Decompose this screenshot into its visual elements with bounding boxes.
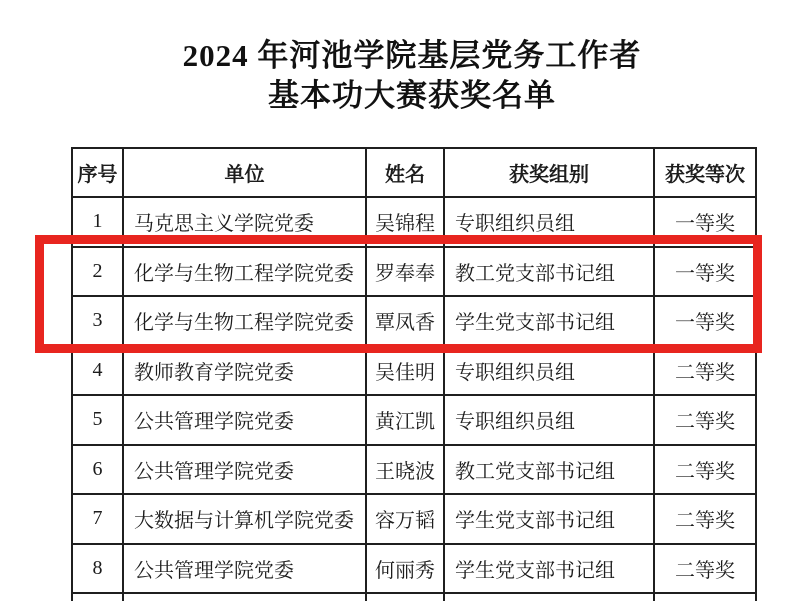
cell-no: 8 xyxy=(72,544,123,594)
cell-no xyxy=(72,593,123,601)
cell-award: 二等奖 xyxy=(654,445,756,495)
header-award: 获奖等次 xyxy=(654,148,756,197)
cell-group: 教工党支部书记组 xyxy=(444,445,654,495)
cell-award xyxy=(654,593,756,601)
cell-award: 二等奖 xyxy=(654,494,756,544)
cell-name: 覃凤香 xyxy=(366,296,444,346)
cell-group: 学生党支部书记组 xyxy=(444,544,654,594)
cell-unit: 公共管理学院党委 xyxy=(123,395,366,445)
cell-no: 7 xyxy=(72,494,123,544)
cell-unit xyxy=(123,593,366,601)
cell-group: 专职组织员组 xyxy=(444,197,654,247)
header-name: 姓名 xyxy=(366,148,444,197)
cell-no: 1 xyxy=(72,197,123,247)
cell-unit: 化学与生物工程学院党委 xyxy=(123,296,366,346)
cell-unit: 大数据与计算机学院党委 xyxy=(123,494,366,544)
header-unit: 单位 xyxy=(123,148,366,197)
cell-unit: 教师教育学院党委 xyxy=(123,346,366,396)
cell-name: 何丽秀 xyxy=(366,544,444,594)
table-row xyxy=(72,296,756,346)
table-row xyxy=(72,445,756,495)
header-group: 获奖组别 xyxy=(444,148,654,197)
table-row xyxy=(72,395,756,445)
cell-unit: 化学与生物工程学院党委 xyxy=(123,247,366,297)
table-row xyxy=(72,197,756,247)
table-row xyxy=(72,494,756,544)
table-body xyxy=(72,197,756,601)
cell-group: 教工党支部书记组 xyxy=(444,247,654,297)
cell-no: 5 xyxy=(72,395,123,445)
table-row xyxy=(72,247,756,297)
cell-name: 罗奉奉 xyxy=(366,247,444,297)
cell-no: 6 xyxy=(72,445,123,495)
cell-group: 专职组织员组 xyxy=(444,395,654,445)
cell-name: 吴佳明 xyxy=(366,346,444,396)
table-row-partial xyxy=(72,593,756,601)
table-header-row xyxy=(72,148,756,197)
cell-unit: 公共管理学院党委 xyxy=(123,445,366,495)
title-line-1: 2024 年河池学院基层党务工作者 xyxy=(182,38,642,73)
cell-award: 二等奖 xyxy=(654,346,756,396)
cell-unit: 马克思主义学院党委 xyxy=(123,197,366,247)
cell-name: 吴锦程 xyxy=(366,197,444,247)
cell-award: 二等奖 xyxy=(654,395,756,445)
cell-no: 3 xyxy=(72,296,123,346)
cell-no: 2 xyxy=(72,247,123,297)
cell-award: 一等奖 xyxy=(654,296,756,346)
page-title xyxy=(24,36,800,116)
cell-name: 容万韬 xyxy=(366,494,444,544)
cell-group: 学生党支部书记组 xyxy=(444,296,654,346)
cell-award: 一等奖 xyxy=(654,247,756,297)
cell-award: 二等奖 xyxy=(654,544,756,594)
title-line-2: 基本功大赛获奖名单 xyxy=(268,78,556,113)
cell-group: 学生党支部书记组 xyxy=(444,494,654,544)
cell-name xyxy=(366,593,444,601)
awards-table xyxy=(71,147,757,601)
cell-name: 王晓波 xyxy=(366,445,444,495)
table-row xyxy=(72,544,756,594)
table-row xyxy=(72,346,756,396)
cell-group: 专职组织员组 xyxy=(444,346,654,396)
header-no: 序号 xyxy=(72,148,123,197)
cell-group xyxy=(444,593,654,601)
cell-no: 4 xyxy=(72,346,123,396)
cell-name: 黄江凯 xyxy=(366,395,444,445)
cell-unit: 公共管理学院党委 xyxy=(123,544,366,594)
cell-award: 一等奖 xyxy=(654,197,756,247)
